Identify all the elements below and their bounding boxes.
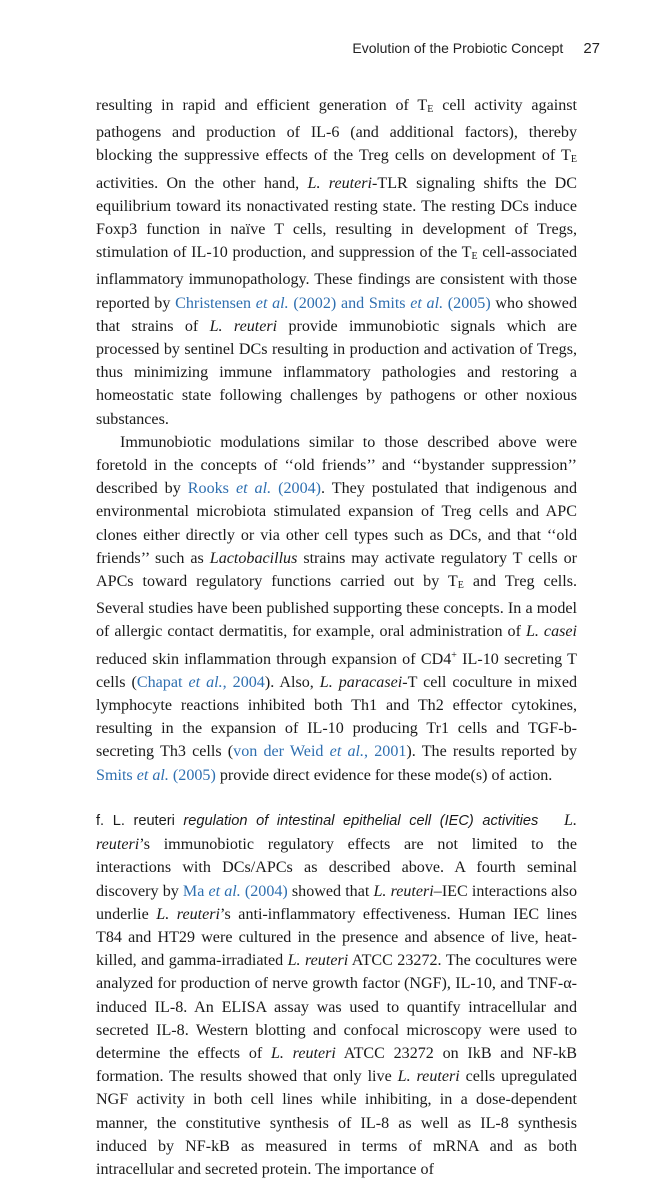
text-run: ). Also, bbox=[264, 673, 320, 691]
running-title: Evolution of the Probiotic Concept bbox=[352, 40, 564, 56]
text-run: IL-10 secreting T cells ( bbox=[96, 650, 577, 691]
species-name: L. paracasei bbox=[319, 673, 403, 691]
species-name: L. reuteri bbox=[96, 811, 577, 854]
species-name: L. reuteri bbox=[209, 317, 278, 335]
section-f-paragraph bbox=[96, 809, 577, 1181]
citation-link-christensen-smits[interactable]: Christensen et al. (2002) and Smits et al. (2005) bbox=[175, 294, 491, 312]
species-name: L. reuteri bbox=[397, 1068, 460, 1086]
text-run: –IEC interactions also underlie bbox=[96, 882, 577, 923]
subscript-e: E bbox=[570, 154, 577, 166]
text-run: ). The results reported by bbox=[406, 743, 578, 761]
species-name: L. reuteri bbox=[373, 882, 434, 900]
superscript-plus: + bbox=[451, 649, 457, 661]
text-run: and Treg cells. Several studies have been published supporting these concepts. In a model of allergic contact dermatitis, for example, oral administration of bbox=[96, 573, 577, 641]
species-name: L. casei bbox=[525, 623, 577, 641]
page-number: 27 bbox=[583, 40, 600, 57]
text-run: cells upregulated NGF activity in both cell lines while inhibiting, in a dose-dependent manner, the constitutive synthesis of IL-8 as well as IL-8 synthesis induced by NF-kB as measured in terms of mRNA and as both intracellular and secreted protein. The importance of bbox=[96, 1068, 578, 1178]
section-heading-f: f. L. reuteri regulation of intestinal epithelial cell (IEC) activities bbox=[96, 812, 539, 829]
text-run: -TLR signaling shifts the DC equilibrium toward its nonactivated resting state. The resting DCs induce Foxp3 function in naïve T cells, resulting in development of Tregs, stimulation of IL-10 production, and suppression of the T bbox=[96, 174, 578, 262]
text-run: provide immunobiotic signals which are processed by sentinel DCs resulting in production and activation of Tregs, thus minimizing immune inflammatory pathologies and restoring a homeostatic state following challenges by pathogens or other noxious substances. bbox=[96, 317, 577, 428]
text-run: ’s anti-inflammatory effectiveness. Human IEC lines T84 and HT29 were cultured in the presence and absence of live, heat-killed, and gamma-irradiated bbox=[96, 905, 577, 970]
citation-link-smits[interactable]: Smits et al. (2005) bbox=[96, 766, 216, 784]
paragraph-2 bbox=[96, 431, 577, 787]
paragraph-1 bbox=[96, 94, 577, 431]
text-run: ’s immunobiotic regulatory effects are not limited to the interactions with DCs/APCs as described above. A fourth seminal discovery by bbox=[96, 836, 577, 900]
citation-link-rooks[interactable]: Rooks et al. (2004) bbox=[187, 480, 322, 498]
text-run: ATCC 23272. The cocultures were analyzed for production of nerve growth factor (NGF), IL-10, and TNF-α-induced IL-8. An ELISA assay was used to quantify intracellular and secreted IL-8. Western blotting and confocal microscopy were used to determine the effects of bbox=[96, 952, 577, 1062]
citation-link-chapat[interactable]: Chapat et al., 2004 bbox=[136, 673, 265, 691]
text-run: showed that bbox=[287, 882, 374, 900]
subscript-e: E bbox=[457, 580, 464, 592]
body-text bbox=[96, 94, 577, 1181]
subscript-e: E bbox=[427, 104, 434, 115]
text-run: -T cell coculture in mixed lymphocyte reactions inhibited both Th1 and Th2 effector cytokines, resulting in the expansion of IL-10 producing Tr1 cells and TGF-b-secreting Th3 cells ( bbox=[96, 673, 578, 761]
genus-name: Lactobacillus bbox=[209, 549, 298, 567]
subscript-e: E bbox=[471, 251, 478, 263]
text-run: cell-associated inflammatory immunopathology. These findings are consistent with those reported by bbox=[96, 244, 577, 312]
text-run: provide direct evidence for these mode(s) of action. bbox=[215, 766, 553, 784]
species-name: L. reuteri bbox=[307, 174, 373, 192]
text-run: reduced skin inflammation through expansion of CD4 bbox=[96, 650, 452, 668]
citation-link-ma[interactable]: Ma et al. (2004) bbox=[182, 882, 288, 900]
text-run: ATCC 23272 on IkB and NF-kB formation. The results showed that only live bbox=[96, 1044, 577, 1086]
species-name: L. reuteri bbox=[270, 1044, 336, 1062]
running-head bbox=[352, 40, 600, 57]
text-run: . They postulated that indigenous and environmental microbiota stimulated expansion of Treg cells and APC clones either directly or via other cell types such as DCs, and that ‘‘old friends’’ such as bbox=[96, 480, 578, 567]
text-run: Immunobiotic modulations similar to those described above were foretold in the concepts of ‘‘old friends’’ and ‘‘bystander suppression’’ described by bbox=[96, 433, 577, 498]
text-run: who showed that strains of bbox=[96, 294, 577, 335]
text-run: activities. On the other hand, bbox=[96, 174, 308, 192]
species-name: L. reuteri bbox=[156, 905, 221, 923]
text-run: resulting in rapid and efficient generation of T bbox=[96, 97, 428, 114]
text-run: cell activity against pathogens and production of IL-6 (and additional factors), thereby blocking the suppressive effects of the Treg cells on development of T bbox=[96, 97, 577, 165]
citation-link-von-der-weid[interactable]: von der Weid et al., 2001 bbox=[233, 743, 407, 761]
species-name: L. reuteri bbox=[287, 952, 349, 970]
text-run: strains may activate regulatory T cells or APCs toward regulatory functions carried out by T bbox=[96, 549, 577, 591]
